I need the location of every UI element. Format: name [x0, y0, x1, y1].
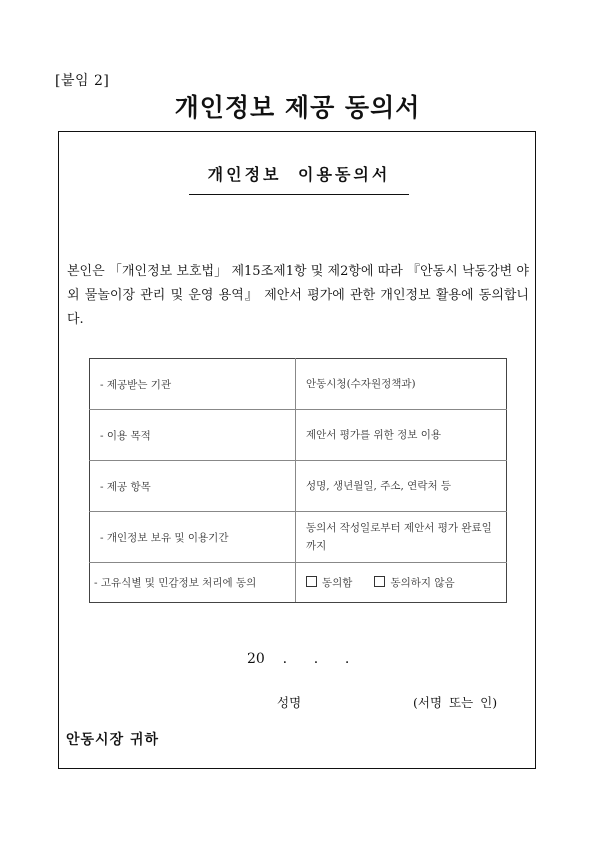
row-value: 안동시청(수자원정책과) — [296, 359, 507, 410]
row-value: 제안서 평가를 위한 정보 이용 — [296, 410, 507, 461]
consent-form-box — [58, 131, 536, 769]
disagree-label: 동의하지 않음 — [390, 576, 455, 589]
document-title: 개인정보 제공 동의서 — [174, 93, 421, 122]
table-row — [90, 410, 507, 461]
table-row — [90, 512, 507, 563]
consent-options — [296, 563, 507, 603]
signature-name-label: 성명 — [277, 695, 302, 710]
disagree-checkbox[interactable] — [374, 576, 385, 587]
date-field[interactable]: 20 . . . — [247, 651, 350, 667]
info-table — [89, 358, 507, 603]
consent-row-label: - 고유식별 및 민감정보 처리에 동의 — [90, 563, 296, 603]
recipient: 안동시장 귀하 — [66, 732, 160, 748]
table-row — [90, 461, 507, 512]
table-row — [90, 359, 507, 410]
signature-note: (서명 또는 인) — [413, 695, 498, 710]
consent-row — [90, 563, 507, 603]
agree-option[interactable] — [306, 577, 352, 589]
row-label: - 제공받는 기관 — [90, 359, 296, 410]
row-value: 동의서 작성일로부터 제안서 평가 완료일 까지 — [296, 512, 507, 563]
disagree-option[interactable] — [374, 577, 454, 589]
box-title-underline — [189, 194, 409, 195]
row-label: - 제공 항목 — [90, 461, 296, 512]
agree-label: 동의함 — [322, 576, 353, 589]
row-label: - 이용 목적 — [90, 410, 296, 461]
consent-statement: 본인은 「개인정보 보호법」 제15조제1항 및 제2항에 따라 『안동시 낙동강변 야외 물놀이장 관리 및 운영 용역』 제안서 평가에 관한 개인정보 활용에 동의합니다. — [67, 264, 529, 327]
agree-checkbox[interactable] — [306, 576, 317, 587]
row-value: 성명, 생년월일, 주소, 연락처 등 — [296, 461, 507, 512]
attachment-label: [붙임 2] — [55, 73, 110, 89]
row-label: - 개인정보 보유 및 이용기간 — [90, 512, 296, 563]
box-title: 개인정보 이용동의서 — [207, 165, 391, 184]
